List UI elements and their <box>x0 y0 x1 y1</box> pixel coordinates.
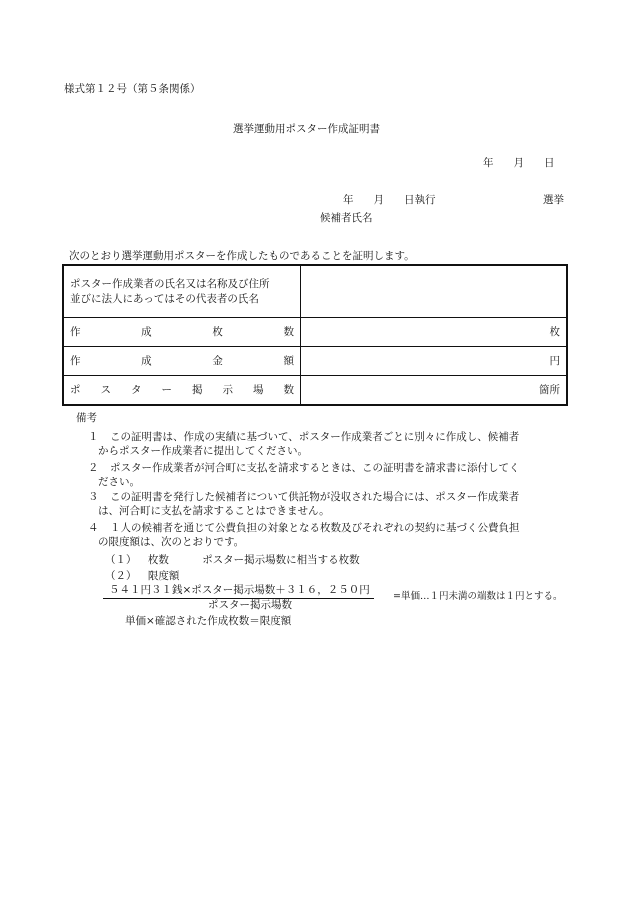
note-number: １ <box>88 431 99 443</box>
label-char: 掲 <box>192 383 203 396</box>
boards-label-cell <box>63 376 301 406</box>
election-label: 選挙 <box>543 194 564 206</box>
form-number: 様式第１２号（第５条関係） <box>64 83 201 95</box>
formula-final: 単価×確認された作成枚数＝限度額 <box>125 615 292 627</box>
table-row <box>63 265 567 318</box>
certificate-table <box>62 264 568 406</box>
date-day-label: 日 <box>544 157 555 169</box>
table-row <box>63 376 567 406</box>
note-line: この証明書を発行した候補者について供託物が没収された場合には、ポスター作成業者 <box>110 491 520 503</box>
maker-label-line1: ポスター作成業者の氏名又は名称及び住所 <box>70 278 270 291</box>
subitem-label: 枚数 <box>147 554 169 566</box>
date-year-label: 年 <box>483 157 494 169</box>
amount-label <box>70 354 294 368</box>
maker-label-line2: 並びに法人にあってはその代表者の氏名 <box>70 292 259 305</box>
table-row <box>63 318 567 347</box>
note-number: ２ <box>88 462 99 474</box>
note-line: からポスター作成業者に提出してください。 <box>98 445 308 458</box>
date-month-label: 月 <box>513 157 524 169</box>
note-item <box>88 490 578 518</box>
certification-statement: 次のとおり選挙運動用ポスターを作成したものであることを証明します。 <box>69 250 415 262</box>
subitem-number: （１） <box>105 554 137 566</box>
note-line: の限度額は、次のとおりです。 <box>98 536 245 549</box>
note-line: この証明書は、作成の実績に基づいて、ポスター作成業者ごとに別々に作成し、候補者 <box>110 431 520 443</box>
amount-unit: 円 <box>549 354 560 367</box>
subitem-label: 限度額 <box>147 570 180 582</box>
label-char: ー <box>161 383 172 396</box>
label-char: 額 <box>283 354 294 367</box>
label-char: ポ <box>70 383 81 396</box>
note-item <box>88 461 578 489</box>
label-char: 作 <box>70 354 81 367</box>
note-number: ３ <box>88 491 99 503</box>
formula-numerator: ５４１円３１銭×ポスター掲示場数＋３１６，２５０円 <box>103 583 374 599</box>
maker-value-cell[interactable] <box>301 265 568 318</box>
quantity-label-cell <box>63 318 301 347</box>
subitem-number: （２） <box>105 570 137 582</box>
label-char: 場 <box>253 383 264 396</box>
quantity-value-cell[interactable] <box>301 318 568 347</box>
label-char: 枚 <box>212 325 223 338</box>
subitem-2 <box>105 569 179 583</box>
subitem-1 <box>105 553 360 567</box>
page-title: 選挙運動用ポスター作成証明書 <box>233 123 380 135</box>
formula-denominator: ポスター掲示場数 <box>208 599 292 611</box>
quantity-unit: 枚 <box>549 325 560 338</box>
election-year-label: 年 <box>343 194 354 206</box>
boards-label <box>70 383 294 397</box>
maker-label-cell <box>63 265 301 318</box>
election-day-label: 日執行 <box>404 194 436 206</box>
note-line: １人の候補者を通じて公費負担の対象となる枚数及びそれぞれの契約に基づく公費負担 <box>110 522 520 534</box>
formula-result: =単価…１円未満の端数は１円とする。 <box>393 591 563 602</box>
note-item <box>88 430 578 458</box>
label-char: 数 <box>283 383 294 396</box>
notes-heading: 備考 <box>76 412 97 424</box>
label-char: 金 <box>212 354 223 367</box>
note-number: ４ <box>88 522 99 534</box>
note-line: ポスター作成業者が河合町に支払を請求するときは、この証明書を請求書に添付してく <box>110 462 520 474</box>
boards-value-cell[interactable] <box>301 376 568 406</box>
label-char: 成 <box>141 325 152 338</box>
amount-value-cell[interactable] <box>301 347 568 376</box>
label-char: タ <box>131 383 142 396</box>
label-char: 示 <box>222 383 233 396</box>
label-char: 作 <box>70 325 81 338</box>
quantity-label <box>70 325 294 339</box>
boards-unit: 箇所 <box>539 383 560 396</box>
label-char: 成 <box>141 354 152 367</box>
election-month-label: 月 <box>373 194 384 206</box>
table-row <box>63 347 567 376</box>
note-item <box>88 521 578 549</box>
issue-date-line <box>483 156 555 170</box>
label-char: 数 <box>283 325 294 338</box>
subitem-text: ポスター掲示場数に相当する枚数 <box>202 554 360 566</box>
label-char: ス <box>100 383 111 396</box>
note-line: ださい。 <box>98 476 140 489</box>
amount-label-cell <box>63 347 301 376</box>
election-date-line <box>343 193 436 207</box>
note-line: は、河合町に支払を請求することはできません。 <box>98 505 330 518</box>
candidate-name-label: 候補者氏名 <box>320 212 373 224</box>
